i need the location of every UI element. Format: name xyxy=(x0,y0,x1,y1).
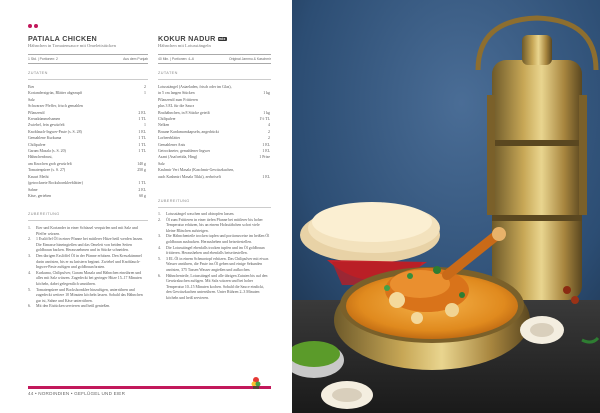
left-ingredients-heading: ZUTATEN xyxy=(28,71,48,75)
step-text: Eier und Koriander in einer Schüssel verquirlen und mit Salz und Pfeffer würzen. xyxy=(36,226,138,236)
step-text: Hähnchenteile, Lotusstängel und alle übrigen Zutaten bis auf den Gewürzkuchen zufügen. Mit Salz würzen und bei hoher Temperatur 10–15 Minuten kochen. Sobald die Sauce eindickt, den Gewürzkuchen unterrühren. Unter Rühren 2–3 Minuten köcheln und heiß servieren. xyxy=(166,273,268,300)
step-item xyxy=(28,226,146,237)
divider xyxy=(28,79,148,80)
footer-page-label: 44 • NORDINDIEN • GEFLÜGEL UND EIER xyxy=(28,391,126,396)
ingredient-qty: 1 EL xyxy=(262,142,270,147)
step-number: 2. xyxy=(158,217,161,222)
step-item xyxy=(28,254,146,271)
ingredient-name: Zwiebel, fein gewürfelt xyxy=(28,123,65,128)
step-item xyxy=(158,274,270,302)
ingredient-qty: 2 xyxy=(144,85,146,89)
right-steps-list xyxy=(158,212,270,302)
dot-icon xyxy=(28,24,32,28)
ingredient-name: Pflanzenöl xyxy=(28,110,45,115)
ingredient-name: Kreuzkümmelsamen xyxy=(28,117,61,122)
ingredient-name: Kasuri Methi xyxy=(28,174,49,179)
ingredient-qty: 2 EL xyxy=(138,187,146,192)
ingredient-qty: 1 kg xyxy=(263,91,270,96)
step-text: 1 Esslöffel Öl in einer Pfanne bei mittlerer Hitze heiß werden lassen. Die Eimasse hineingießen und das Omelett von beiden Seiten goldbraun backen. Herausnehmen und in Stücke schneiden. xyxy=(36,237,144,253)
step-text: Mit den Eistücken servieren und heiß genießen. xyxy=(36,304,111,309)
left-steps-heading: ZUBEREITUNG xyxy=(28,212,60,216)
ingredient-qty: 1 TL xyxy=(138,142,146,147)
divider xyxy=(28,220,148,221)
step-text: Die Lotusstängel ebenfalls trocken tupfen und im Öl goldbraun frittieren. Herausheben und ebenfalls beiseitestellen. xyxy=(166,245,265,256)
ingredient-qty: 1 Prise xyxy=(259,155,270,160)
step-text: Lotusstängel waschen und abtropfen lassen. xyxy=(166,212,235,216)
step-number: 4. xyxy=(158,245,161,250)
ingredient-name: Brathähnchen, in 8 Stücke geteilt xyxy=(158,110,210,115)
ingredient-qty: 1 TL xyxy=(138,149,146,154)
step-number: 1. xyxy=(158,212,161,216)
right-meta-origin: Original Jammu & Kaschmir xyxy=(228,57,271,61)
ingredient-name: Eier xyxy=(28,85,35,89)
step-number: 2. xyxy=(28,237,31,242)
ingredient-qty: 2 xyxy=(268,136,270,141)
ingredient-name: Käse, gerieben xyxy=(28,193,52,198)
step-number: 3. xyxy=(28,253,31,258)
ingredient-name: Tomatenpüree (s. S. 27) xyxy=(28,168,66,173)
ingredient-name: Knoblauch-Ingwer-Paste (s. S. 28) xyxy=(28,129,82,134)
step-text: Tomatenpüree und Bockshornklee hinzufügen, unterrühren und zugedeckt weitere 10 Minuten köcheln lassen. Sobald das Hähnchen gar ist, Sahne und Käse unterrühren. xyxy=(36,287,143,303)
ingredient-qty: 1 EL xyxy=(138,129,146,134)
ingredient-name: Garam Masala (s. S. 20) xyxy=(28,149,66,154)
ingredient-qty: 1½ TL xyxy=(259,117,270,122)
step-item xyxy=(158,234,270,245)
step-text: 3 EL Öl in einem Schmortopf erhitzen. Das Chilipulver mit etwas Wasser anrühren, die Paste ins Öl geben und einige Sekunden anrösten, 375 Tassen Wasser angießen und aufkochen. xyxy=(166,256,269,272)
ingredient-qty: 1 kg xyxy=(263,110,270,115)
ingredient-name: plus 3 EL für die Sauce xyxy=(158,104,195,109)
ingredient-name: in 5 cm langen Stücken xyxy=(158,91,195,96)
right-meta-time: 40 Min. | Portionen: 4–6 xyxy=(158,57,194,61)
ingredient-name: Kashmir Veri Masala (Kaschmir-Gewürzkuchen, xyxy=(158,168,235,173)
ingredient-name: Asant (Asafoetida, Hing) xyxy=(158,155,198,160)
step-number: 5. xyxy=(28,287,31,292)
ingredient-name: Getrockneter, gemahlener Ingwer xyxy=(158,149,211,154)
ingredient-qty: 4 xyxy=(268,123,270,128)
ingredient-row xyxy=(158,174,270,180)
right-recipe-subtitle: Hähnchen mit Lotusstängeln xyxy=(158,43,211,48)
ingredient-name: Salz xyxy=(28,97,35,102)
left-meta-origin: Aus dem Punjab xyxy=(123,57,148,61)
step-item xyxy=(158,246,270,257)
ingredient-name: Nelken xyxy=(158,123,170,128)
right-ingredients-list xyxy=(158,84,270,180)
food-photo xyxy=(292,0,600,413)
step-item xyxy=(28,271,146,288)
ingredient-name: auch Kashmiri Masala Tikki), zerbröselt xyxy=(158,174,221,179)
left-ingredients-list xyxy=(28,84,146,199)
ingredient-name: Lorbeerblätter xyxy=(158,136,181,141)
ingredient-name: Lotusstängel (Asiaeladen, frisch oder im Glas), xyxy=(158,85,232,89)
left-recipe-meta xyxy=(28,54,148,64)
ingredient-qty: 1 TL xyxy=(138,136,146,141)
dot-icon xyxy=(34,24,38,28)
step-number: 6. xyxy=(158,273,161,278)
right-recipe-title xyxy=(158,34,227,43)
step-number: 1. xyxy=(28,226,31,230)
ingredient-qty: 60 g xyxy=(139,193,146,198)
step-number: 6. xyxy=(28,304,31,309)
ingredient-name: Schwarzer Pfeffer, frisch gemahlen xyxy=(28,104,83,109)
step-item xyxy=(28,288,146,305)
ingredient-name: am Knochen grob gewürfelt xyxy=(28,161,72,166)
ingredient-name: Korianderstgrün, Blätter abgezupft xyxy=(28,91,83,96)
recipe-dots xyxy=(28,24,38,28)
step-item xyxy=(28,237,146,254)
step-text: Kurkuma, Chilipulver, Garam Masala und Hähnchen einrühren und alles mit Salz würzen. Zugedeckt bei geringer Hitze 15–17 Minuten köcheln, dabei gelegentlich umrühren. xyxy=(36,270,142,286)
ingredient-qty: 1 xyxy=(144,123,146,128)
right-recipe-title-text: KOKUR NADUR xyxy=(158,34,216,43)
ingredient-name: Chilipulver xyxy=(158,117,176,122)
ingredient-name: Gemahlene Kurkuma xyxy=(28,136,62,141)
left-recipe-title: PATIALA CHICKEN xyxy=(28,34,98,43)
publisher-logo-icon xyxy=(250,376,262,390)
ingredient-name: Hähnchenbrust, xyxy=(28,155,53,160)
ingredient-name: Salz xyxy=(158,161,165,166)
ingredient-qty: 2 EL xyxy=(138,110,146,115)
right-steps-heading: ZUBEREITUNG xyxy=(158,199,190,203)
right-recipe-meta xyxy=(158,54,271,64)
ingredient-qty: 1 TL xyxy=(138,117,146,122)
divider xyxy=(158,207,271,208)
ingredient-qty: 140 g xyxy=(137,161,146,166)
step-item xyxy=(158,218,270,235)
recipe-badge: mix xyxy=(218,37,226,42)
ingredient-qty: 1 EL xyxy=(262,174,270,179)
left-steps-list xyxy=(28,226,146,310)
ingredient-name: Braune Kardamomkapseln, angedrückt xyxy=(158,129,219,134)
footer-accent-bar xyxy=(28,386,271,389)
ingredient-name: Chilipulver xyxy=(28,142,46,147)
right-ingredients-heading: ZUTATEN xyxy=(158,71,178,75)
step-text: Den übrigen Esslöffel Öl in der Pfanne erhitzen. Den Kreuzkümmel darin anrösten, bis er zu knistern beginnt. Zwiebel und Knoblauch-Ingwer-Paste zufügen und goldbraun braten. xyxy=(36,253,142,270)
ingredient-qty: 1 EL xyxy=(262,149,270,154)
left-meta-time: 1 Std. | Portionen: 2 xyxy=(28,57,58,61)
ingredient-qty: 1 TL xyxy=(138,181,146,186)
ingredient-qty: 1 xyxy=(144,91,146,96)
ingredient-row xyxy=(28,193,146,199)
step-text: Öl zum Frittieren in einer tiefen Pfanne bei mittlerer bis hoher Temperatur erhitzen, bis an einem Holzstäbchen sofort viele kleine Bläschen aufsteigen. xyxy=(166,217,263,233)
step-number: 5. xyxy=(158,256,161,261)
ingredient-name: (getrocknete Bockshornkleeblätter) xyxy=(28,181,83,186)
ingredient-qty: 2 xyxy=(268,129,270,134)
divider xyxy=(158,79,271,80)
step-text: Die Hähnchenteile trocken tupfen und portionsweise im heißen Öl goldbraun ausbacken. Herausheben und beiseitestellen. xyxy=(166,234,270,244)
left-recipe-subtitle: Hähnchen in Tomatensauce mit Omelettstücken xyxy=(28,43,116,48)
step-item xyxy=(158,257,270,274)
ingredient-name: Sahne xyxy=(28,187,38,192)
ingredient-name: Pflanzenöl zum Frittieren xyxy=(158,97,198,102)
step-item xyxy=(28,304,146,310)
step-number: 3. xyxy=(158,234,161,239)
step-number: 4. xyxy=(28,270,31,275)
ingredient-name: Gemahlener Anis xyxy=(158,142,186,147)
ingredient-qty: 250 g xyxy=(137,168,146,173)
